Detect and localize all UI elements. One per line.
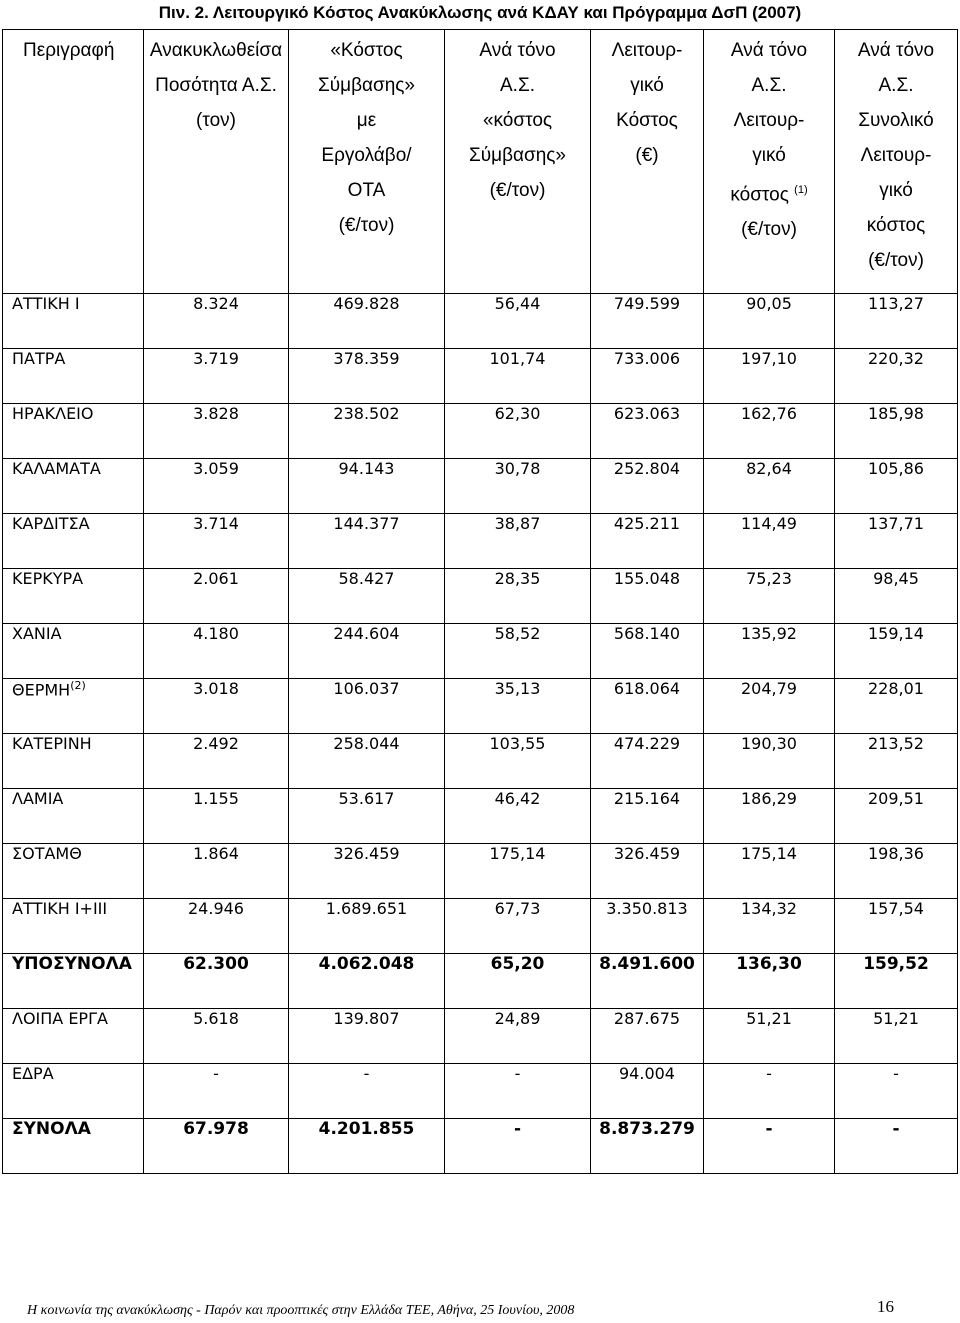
header-line: (€): [635, 145, 659, 166]
header-cell: [289, 30, 445, 294]
row-label: [3, 899, 144, 954]
header-line: Συνολικό: [858, 110, 934, 131]
table-cell: 51,21: [835, 1009, 958, 1064]
table-cell: 220,32: [835, 349, 958, 404]
row-label: [3, 404, 144, 459]
table-row: [3, 569, 958, 624]
row-label: [3, 1064, 144, 1119]
table-cell: 378.359: [289, 349, 445, 404]
table-cell: 3.714: [144, 514, 289, 569]
header-line: Λειτουρ-: [733, 110, 805, 131]
row-label-text: ΚΑΡΔΙΤΣΑ: [12, 514, 90, 533]
header-line: Σύμβασης»: [468, 145, 566, 166]
table-cell: 326.459: [591, 844, 704, 899]
table-cell: 474.229: [591, 734, 704, 789]
header-cell: [144, 30, 289, 294]
table-cell: 155.048: [591, 569, 704, 624]
header-line: (τον): [196, 110, 236, 131]
table-cell: 135,92: [704, 624, 835, 679]
table-cell: 98,45: [835, 569, 958, 624]
header-cell: [704, 30, 835, 294]
table-row: [3, 624, 958, 679]
row-label: [3, 789, 144, 844]
table-cell: 144.377: [289, 514, 445, 569]
header-line: Ανά τόνο: [730, 40, 808, 61]
table-cell: 733.006: [591, 349, 704, 404]
table-cell: 8.491.600: [591, 954, 704, 1009]
table-cell: 159,52: [835, 954, 958, 1009]
table-cell: 82,64: [704, 459, 835, 514]
table-row: [3, 954, 958, 1009]
header-line: Ανά τόνο: [857, 40, 935, 61]
table-cell: -: [144, 1064, 289, 1119]
table-cell: 252.804: [591, 459, 704, 514]
table-row: [3, 294, 958, 349]
cost-table: [2, 29, 958, 1174]
header-line: Α.Σ.: [878, 75, 914, 96]
table-cell: 114,49: [704, 514, 835, 569]
table-cell: 213,52: [835, 734, 958, 789]
table-cell: -: [445, 1064, 591, 1119]
table-cell: 326.459: [289, 844, 445, 899]
header-cell: [445, 30, 591, 294]
header-line: Α.Σ.: [500, 75, 535, 96]
table-cell: 136,30: [704, 954, 835, 1009]
header-line: (€/τον): [489, 180, 546, 201]
row-label-text: ΛΟΙΠΑ ΕΡΓΑ: [12, 1009, 108, 1028]
table-row: [3, 514, 958, 569]
header-line: γικό: [879, 180, 913, 201]
table-cell: 2.061: [144, 569, 289, 624]
table-cell: 8.324: [144, 294, 289, 349]
page-number: 16: [877, 1297, 894, 1316]
table-cell: 215.164: [591, 789, 704, 844]
table-cell: 94.004: [591, 1064, 704, 1119]
table-cell: 197,10: [704, 349, 835, 404]
table-cell: 185,98: [835, 404, 958, 459]
table-cell: 618.064: [591, 679, 704, 734]
table-row: [3, 844, 958, 899]
table-cell: 62.300: [144, 954, 289, 1009]
table-cell: 162,76: [704, 404, 835, 459]
table-cell: 106.037: [289, 679, 445, 734]
table-cell: 46,42: [445, 789, 591, 844]
row-label-text: ΛΑΜΙΑ: [12, 789, 64, 808]
table-cell: 469.828: [289, 294, 445, 349]
header-line: Ανά τόνο: [479, 40, 556, 61]
header-line: Α.Σ.: [751, 75, 787, 96]
row-label: [3, 294, 144, 349]
header-line: γικό: [630, 75, 664, 96]
table-cell: 103,55: [445, 734, 591, 789]
table-row: [3, 459, 958, 514]
row-label-text: ΗΡΑΚΛΕΙΟ: [12, 404, 94, 423]
table-cell: 3.018: [144, 679, 289, 734]
table-cell: 67,73: [445, 899, 591, 954]
footer-text: Η κοινωνία της ανακύκλωσης - Παρόν και προοπτικές στην Ελλάδα ΤΕΕ, Αθήνα, 25 Ιουνίου, 2008: [27, 1303, 575, 1318]
table-cell: 90,05: [704, 294, 835, 349]
table-cell: -: [704, 1119, 835, 1174]
row-label: [3, 844, 144, 899]
header-cell: [835, 30, 958, 294]
table-cell: -: [704, 1064, 835, 1119]
table-cell: 65,20: [445, 954, 591, 1009]
table-cell: 35,13: [445, 679, 591, 734]
table-cell: 94.143: [289, 459, 445, 514]
table-cell: 113,27: [835, 294, 958, 349]
table-row: [3, 899, 958, 954]
table-cell: 58,52: [445, 624, 591, 679]
table-cell: -: [445, 1119, 591, 1174]
table-cell: 190,30: [704, 734, 835, 789]
table-cell: 75,23: [704, 569, 835, 624]
header-line-text: κόστος: [730, 184, 789, 206]
table-cell: 139.807: [289, 1009, 445, 1064]
table-cell: 568.140: [591, 624, 704, 679]
table-cell: 258.044: [289, 734, 445, 789]
table-cell: 28,35: [445, 569, 591, 624]
table-cell: 1.689.651: [289, 899, 445, 954]
table-cell: 8.873.279: [591, 1119, 704, 1174]
table-row: [3, 404, 958, 459]
table-cell: 62,30: [445, 404, 591, 459]
row-label: [3, 1009, 144, 1064]
table-cell: 3.059: [144, 459, 289, 514]
table-row: [3, 1064, 958, 1119]
header-line: «Κόστος: [330, 40, 403, 61]
table-cell: 53.617: [289, 789, 445, 844]
footnote-marker: (2): [70, 679, 86, 692]
table-row: [3, 734, 958, 789]
header-line: (€/τον): [741, 219, 797, 241]
table-cell: 5.618: [144, 1009, 289, 1064]
table-cell: 175,14: [704, 844, 835, 899]
row-label-text: ΑΤΤΙΚΗ Ι: [12, 294, 80, 313]
table-row: [3, 1009, 958, 1064]
table-cell: 238.502: [289, 404, 445, 459]
table-cell: 2.492: [144, 734, 289, 789]
table-cell: 623.063: [591, 404, 704, 459]
table-cell: 425.211: [591, 514, 704, 569]
table-cell: 749.599: [591, 294, 704, 349]
table-cell: 175,14: [445, 844, 591, 899]
row-label: [3, 1119, 144, 1174]
row-label-text: ΚΑΛΑΜΑΤΑ: [12, 459, 101, 478]
header-line: με: [356, 110, 377, 131]
row-label: [3, 734, 144, 789]
header-line: [704, 173, 834, 212]
table-cell: 4.180: [144, 624, 289, 679]
table-cell: 24,89: [445, 1009, 591, 1064]
table-cell: 198,36: [835, 844, 958, 899]
table-cell: 51,21: [704, 1009, 835, 1064]
table-cell: 1.155: [144, 789, 289, 844]
row-label-text: ΕΔΡΑ: [12, 1064, 54, 1083]
footnote-marker: (1): [794, 184, 808, 196]
row-label: [3, 459, 144, 514]
row-label: [3, 679, 144, 734]
table-cell: 58.427: [289, 569, 445, 624]
header-row: [3, 30, 958, 294]
row-label: [3, 349, 144, 404]
table-row: [3, 1119, 958, 1174]
table-cell: 3.350.813: [591, 899, 704, 954]
row-label-text: ΣΥΝΟΛΑ: [12, 1119, 91, 1139]
header-line: Κόστος: [616, 110, 678, 131]
header-line: Περιγραφή: [23, 40, 115, 61]
table-cell: 3.719: [144, 349, 289, 404]
table-cell: 30,78: [445, 459, 591, 514]
row-label-text: ΘΕΡΜΗ: [12, 680, 71, 700]
table-row: [3, 789, 958, 844]
table-cell: 4.062.048: [289, 954, 445, 1009]
table-row: [3, 679, 958, 734]
table-cell: 204,79: [704, 679, 835, 734]
table-cell: 159,14: [835, 624, 958, 679]
row-label-text: ΠΑΤΡΑ: [12, 349, 66, 368]
header-line: Σύμβασης»: [317, 75, 415, 96]
table-cell: 105,86: [835, 459, 958, 514]
header-line: (€/τον): [868, 250, 924, 271]
row-label: [3, 514, 144, 569]
header-line: ΟΤΑ: [347, 180, 386, 201]
table-cell: 157,54: [835, 899, 958, 954]
row-label-text: ΥΠΟΣΥΝΟΛΑ: [12, 954, 132, 974]
table-cell: 38,87: [445, 514, 591, 569]
table-cell: 209,51: [835, 789, 958, 844]
table-cell: -: [289, 1064, 445, 1119]
header-line: κόστος: [866, 215, 926, 236]
table-caption: Πιν. 2. Λειτουργικό Κόστος Ανακύκλωσης ανά ΚΔΑΥ και Πρόγραμμα ΔσΠ (2007): [158, 3, 802, 22]
table-cell: 134,32: [704, 899, 835, 954]
table-cell: 228,01: [835, 679, 958, 734]
header-line: Λειτουρ-: [860, 145, 932, 166]
header-line: Ανακυκλωθείσα: [149, 40, 283, 61]
row-label-text: ΚΑΤΕΡΙΝΗ: [12, 734, 92, 753]
table-cell: 186,29: [704, 789, 835, 844]
table-cell: 287.675: [591, 1009, 704, 1064]
table-cell: 67.978: [144, 1119, 289, 1174]
row-label-text: ΣΟΤΑΜΘ: [12, 844, 82, 863]
row-label: [3, 954, 144, 1009]
table-cell: 24.946: [144, 899, 289, 954]
row-label: [3, 624, 144, 679]
table-cell: -: [835, 1119, 958, 1174]
table-cell: 137,71: [835, 514, 958, 569]
header-cell: [3, 30, 144, 294]
table-cell: 1.864: [144, 844, 289, 899]
header-line: Ποσότητα Α.Σ.: [155, 75, 277, 96]
table-row: [3, 349, 958, 404]
header-line: γικό: [752, 145, 786, 166]
row-label: [3, 569, 144, 624]
table-cell: 244.604: [289, 624, 445, 679]
header-cell: [591, 30, 704, 294]
row-label-text: ΑΤΤΙΚΗ Ι+ΙΙΙ: [12, 899, 108, 918]
table-cell: 4.201.855: [289, 1119, 445, 1174]
row-label-text: ΚΕΡΚΥΡΑ: [12, 569, 84, 588]
table-cell: 101,74: [445, 349, 591, 404]
row-label-text: ΧΑΝΙΑ: [12, 624, 62, 643]
header-line: Εργολάβο/: [321, 145, 412, 166]
table-cell: 3.828: [144, 404, 289, 459]
header-line: «κόστος: [482, 110, 553, 131]
table-cell: -: [835, 1064, 958, 1119]
header-line: Λειτουρ-: [611, 40, 683, 61]
table-cell: 56,44: [445, 294, 591, 349]
header-line: (€/τον): [338, 215, 395, 236]
